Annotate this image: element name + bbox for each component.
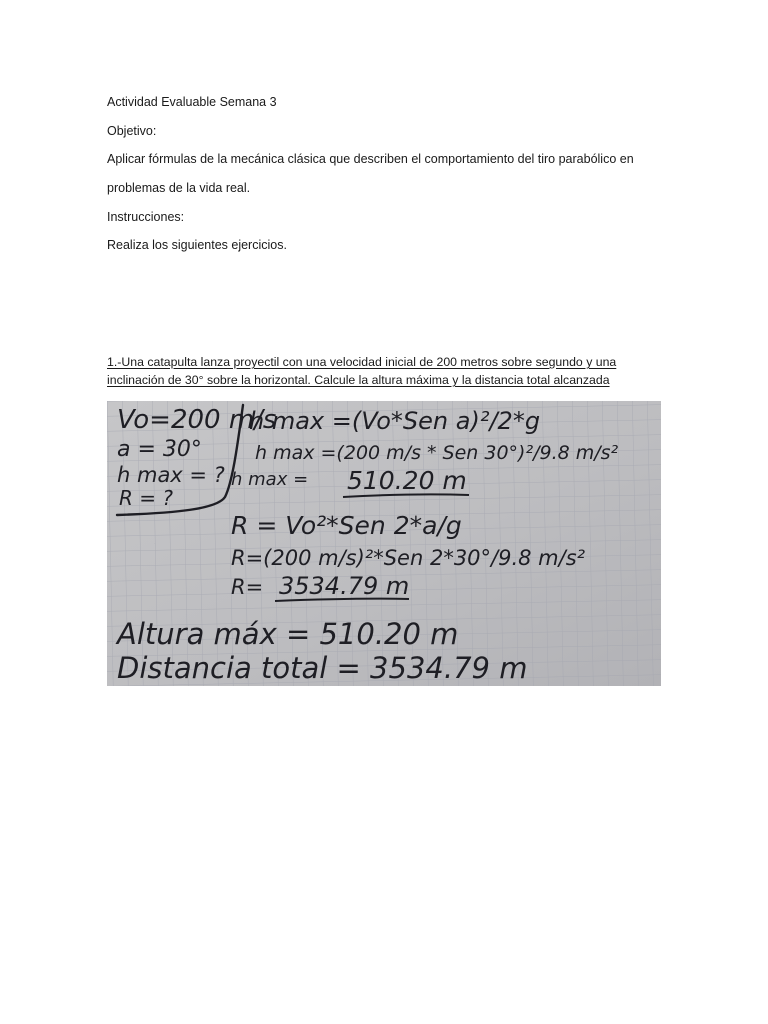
given-vo: Vo=200 m/s: [117, 405, 277, 435]
objective-text-line1: Aplicar fórmulas de la mecánica clásica que describen el comportamiento del tiro parabólico en: [107, 152, 634, 166]
handwritten-solution-photo: [107, 401, 661, 686]
objective-text-line2: problemas de la vida real.: [107, 181, 251, 195]
r-result-label: R=: [231, 575, 264, 599]
hmax-substitution: h max =(200 m/s * Sen 30°)²/9.8 m/s²: [255, 442, 619, 464]
problem-statement-line1: 1.-Una catapulta lanza proyectil con una velocidad inicial de 200 metros sobre segundo y una: [107, 355, 617, 369]
hmax-result-value: 510.20 m: [347, 466, 467, 495]
r-result-value: 3534.79 m: [279, 572, 410, 600]
given-hmax: h max = ?: [117, 463, 225, 487]
instructions-heading: Instrucciones:: [107, 210, 185, 224]
r-formula: R = Vo²*Sen 2*a/g: [231, 511, 462, 540]
document-title: Actividad Evaluable Semana 3: [107, 95, 277, 109]
given-r: R = ?: [119, 486, 173, 510]
r-substitution: R=(200 m/s)²*Sen 2*30°/9.8 m/s²: [231, 546, 586, 570]
objective-heading: Objetivo:: [107, 124, 157, 138]
answer-distance: Distancia total = 3534.79 m: [117, 651, 528, 685]
answer-height: Altura máx = 510.20 m: [117, 617, 459, 651]
instructions-text: Realiza los siguientes ejercicios.: [107, 238, 287, 252]
problem-statement-line2: inclinación de 30° sobre la horizontal. Calcule la altura máxima y la distancia total alcanzada: [107, 373, 610, 387]
handwritten-solution-svg: [107, 401, 661, 686]
hmax-formula: h max =(Vo*Sen a)²/2*g: [249, 407, 541, 435]
given-angle: a = 30°: [117, 437, 202, 462]
hmax-result-label: h max =: [231, 469, 309, 490]
